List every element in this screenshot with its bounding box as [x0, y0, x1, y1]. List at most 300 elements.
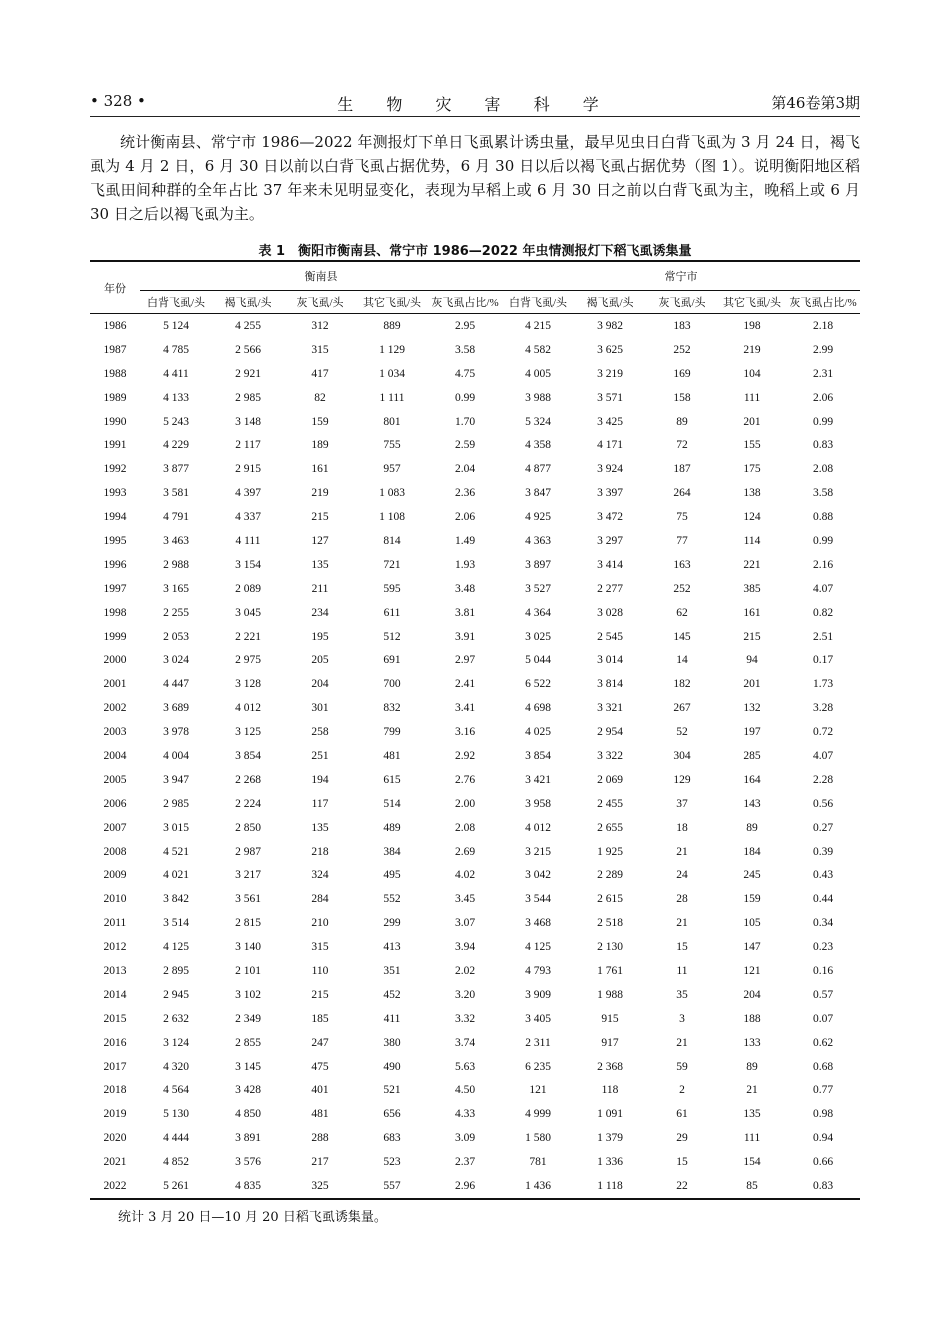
value-cell: 2 349: [235, 1012, 261, 1025]
value-cell: 21: [676, 845, 688, 858]
value-cell: 401: [311, 1084, 329, 1097]
value-cell: 21: [676, 1036, 688, 1049]
data-table: [90, 260, 860, 1200]
column-header: 其它飞虱/头: [356, 291, 428, 314]
value-cell: 2 954: [597, 726, 623, 739]
value-cell: 217: [311, 1156, 329, 1169]
table-row: [90, 433, 860, 457]
value-cell: 325: [284, 1174, 356, 1199]
value-cell: 121: [529, 1084, 547, 1097]
value-cell: 3 982: [597, 319, 623, 332]
data-table-container: [90, 260, 860, 1200]
value-cell: 656: [383, 1108, 401, 1121]
issue-label: 第46卷第3期: [771, 94, 860, 112]
table-caption: 表 1 衡阳市衡南县、常宁市 1986—2022 年虫情测报灯下稻飞虱诱集量: [258, 244, 692, 259]
value-cell: 2 289: [597, 869, 623, 882]
value-cell: 52: [676, 726, 688, 739]
value-cell: 147: [743, 941, 761, 954]
year-cell: 2000: [103, 654, 127, 667]
table-row: [90, 911, 860, 935]
value-cell: 380: [383, 1036, 401, 1049]
table-footnote: 统计 3 月 20 日—10 月 20 日稻飞虱诱集量。: [118, 1210, 387, 1225]
value-cell: 3.41: [454, 702, 476, 715]
value-cell: 145: [673, 630, 691, 643]
value-cell: 3 428: [235, 1084, 261, 1097]
value-cell: 2 368: [597, 1060, 623, 1073]
value-cell: 2 053: [163, 630, 189, 643]
value-cell: 3 125: [235, 726, 261, 739]
value-cell: 4 835: [212, 1174, 284, 1199]
value-cell: 104: [743, 367, 761, 380]
value-cell: 218: [311, 845, 329, 858]
value-cell: 1.73: [812, 678, 834, 691]
value-cell: 3 015: [163, 821, 189, 834]
value-cell: 0.57: [812, 988, 834, 1001]
value-cell: 4 850: [235, 1108, 261, 1121]
year-cell: 1996: [103, 558, 127, 571]
value-cell: 197: [743, 726, 761, 739]
value-cell: 159: [311, 415, 329, 428]
value-cell: 4 363: [525, 534, 551, 547]
value-cell: 781: [529, 1156, 547, 1169]
table-row: [90, 553, 860, 577]
value-cell: 351: [383, 964, 401, 977]
value-cell: 247: [311, 1036, 329, 1049]
year-cell: 1992: [103, 463, 127, 476]
value-cell: 4 229: [163, 439, 189, 452]
value-cell: 2.16: [812, 558, 834, 571]
value-cell: 4 111: [235, 534, 261, 547]
value-cell: 4 852: [163, 1156, 189, 1169]
year-cell: 2002: [103, 702, 127, 715]
value-cell: 1 436: [502, 1174, 574, 1199]
column-header: 灰飞虱占比/%: [428, 291, 502, 314]
value-cell: 4 582: [525, 343, 551, 356]
value-cell: 4 025: [525, 726, 551, 739]
value-cell: 1.49: [454, 534, 476, 547]
year-cell: 2004: [103, 749, 127, 762]
value-cell: 22: [646, 1174, 718, 1199]
value-cell: 82: [314, 391, 326, 404]
value-cell: 0.99: [812, 415, 834, 428]
value-cell: 2.99: [812, 343, 834, 356]
body-paragraph: 统计衡南县、常宁市 1986—2022 年测报灯下单日飞虱累计诱虫量，最早见虫日白背飞虱为 3 月 24 日，褐飞虱为 4 月 2 日，6 月 30 日以前以白背飞虱占据优势，6 月 30 日以后以褐飞虱占据优势（图 1）。说明衡阳地区稻飞虱田间种群的全年占比 37 年来未见明显变化，表现为早稻上或 6 月 30 日之前以白背飞虱为主，晚稻上或 6 月 30 日之后以褐飞虱为主。: [90, 133, 860, 223]
value-cell: 611: [383, 606, 401, 619]
value-cell: 0.16: [812, 964, 834, 977]
table-row: [90, 840, 860, 864]
value-cell: 4 021: [163, 869, 189, 882]
value-cell: 135: [743, 1108, 761, 1121]
value-cell: 75: [676, 511, 688, 524]
value-cell: 0.99: [812, 534, 834, 547]
year-cell: 2020: [103, 1132, 127, 1145]
value-cell: 3 847: [525, 487, 551, 500]
value-cell: 4.75: [454, 367, 476, 380]
year-cell: 2022: [90, 1174, 140, 1199]
page-number: • 328 •: [90, 92, 146, 110]
table-row: [90, 505, 860, 529]
value-cell: 184: [743, 845, 761, 858]
year-cell: 2010: [103, 893, 127, 906]
value-cell: 312: [311, 319, 329, 332]
value-cell: 6 235: [525, 1060, 551, 1073]
column-header: 褐飞虱/头: [574, 291, 646, 314]
table-row: [90, 744, 860, 768]
value-cell: 285: [743, 749, 761, 762]
value-cell: 2.02: [454, 964, 476, 977]
value-cell: 2.37: [454, 1156, 476, 1169]
value-cell: 24: [676, 869, 688, 882]
value-cell: 2 945: [163, 988, 189, 1001]
value-cell: 2.76: [454, 773, 476, 786]
table-row: [90, 386, 860, 410]
value-cell: 514: [383, 797, 401, 810]
value-cell: 189: [311, 439, 329, 452]
value-cell: 5 130: [163, 1108, 189, 1121]
value-cell: 264: [673, 487, 691, 500]
table-row: [90, 481, 860, 505]
group-header-hengnan: 衡南县: [140, 261, 502, 291]
value-cell: 0.68: [812, 1060, 834, 1073]
value-cell: 118: [601, 1084, 619, 1097]
value-cell: 3 140: [235, 941, 261, 954]
value-cell: 0.82: [812, 606, 834, 619]
value-cell: 2.36: [454, 487, 476, 500]
value-cell: 2 915: [235, 463, 261, 476]
value-cell: 4 793: [525, 964, 551, 977]
value-cell: 512: [383, 630, 401, 643]
value-cell: 3.74: [454, 1036, 476, 1049]
value-cell: 3.28: [812, 702, 834, 715]
value-cell: 14: [676, 654, 688, 667]
value-cell: 163: [673, 558, 691, 571]
value-cell: 59: [676, 1060, 688, 1073]
value-cell: 3 891: [235, 1132, 261, 1145]
value-cell: 3.91: [454, 630, 476, 643]
value-cell: 1 118: [574, 1174, 646, 1199]
value-cell: 4 337: [235, 511, 261, 524]
value-cell: 0.83: [786, 1174, 860, 1199]
year-cell: 1995: [103, 534, 127, 547]
header-rule: [90, 116, 860, 117]
value-cell: 3 102: [235, 988, 261, 1001]
column-header: 白背飞虱/头: [140, 291, 212, 314]
value-cell: 2 518: [597, 917, 623, 930]
value-cell: 2 101: [235, 964, 261, 977]
year-cell: 2006: [103, 797, 127, 810]
value-cell: 201: [743, 678, 761, 691]
value-cell: 615: [383, 773, 401, 786]
value-cell: 3 042: [525, 869, 551, 882]
value-cell: 4 564: [163, 1084, 189, 1097]
value-cell: 198: [743, 319, 761, 332]
value-cell: 2.31: [812, 367, 834, 380]
value-cell: 245: [743, 869, 761, 882]
value-cell: 304: [673, 749, 691, 762]
value-cell: 3.32: [454, 1012, 476, 1025]
year-cell: 1993: [103, 487, 127, 500]
value-cell: 1 988: [597, 988, 623, 1001]
value-cell: 315: [311, 941, 329, 954]
value-cell: 221: [743, 558, 761, 571]
value-cell: 219: [311, 487, 329, 500]
value-cell: 3 988: [525, 391, 551, 404]
value-cell: 3 625: [597, 343, 623, 356]
value-cell: 557: [356, 1174, 428, 1199]
value-cell: 3 154: [235, 558, 261, 571]
value-cell: 117: [311, 797, 329, 810]
value-cell: 3 571: [597, 391, 623, 404]
value-cell: 3 145: [235, 1060, 261, 1073]
value-cell: 2 921: [235, 367, 261, 380]
value-cell: 481: [383, 749, 401, 762]
year-cell: 2003: [103, 726, 127, 739]
value-cell: 0.43: [812, 869, 834, 882]
value-cell: 3.58: [812, 487, 834, 500]
year-cell: 1990: [103, 415, 127, 428]
table-row: [90, 1150, 860, 1174]
value-cell: 182: [673, 678, 691, 691]
value-cell: 3.16: [454, 726, 476, 739]
value-cell: 4 785: [163, 343, 189, 356]
value-cell: 3 215: [525, 845, 551, 858]
value-cell: 3 924: [597, 463, 623, 476]
running-header: [90, 92, 860, 116]
value-cell: 917: [601, 1036, 619, 1049]
value-cell: 1 111: [379, 391, 405, 404]
value-cell: 215: [311, 511, 329, 524]
value-cell: 3 581: [163, 487, 189, 500]
table-row: [90, 816, 860, 840]
year-cell: 2018: [103, 1084, 127, 1097]
value-cell: 194: [311, 773, 329, 786]
value-cell: 2.97: [454, 654, 476, 667]
value-cell: 755: [383, 439, 401, 452]
year-cell: 2009: [103, 869, 127, 882]
value-cell: 3 527: [525, 582, 551, 595]
value-cell: 135: [311, 821, 329, 834]
year-cell: 2016: [103, 1036, 127, 1049]
value-cell: 3.48: [454, 582, 476, 595]
table-row: [90, 625, 860, 649]
value-cell: 2 455: [597, 797, 623, 810]
table-row: [90, 672, 860, 696]
value-cell: 62: [676, 606, 688, 619]
value-cell: 3 421: [525, 773, 551, 786]
value-cell: 411: [383, 1012, 401, 1025]
table-row: [90, 410, 860, 434]
value-cell: 2 224: [235, 797, 261, 810]
value-cell: 495: [383, 869, 401, 882]
value-cell: 3 854: [525, 749, 551, 762]
value-cell: 301: [311, 702, 329, 715]
value-cell: 3 025: [525, 630, 551, 643]
value-cell: 2 311: [525, 1036, 551, 1049]
value-cell: 1 336: [597, 1156, 623, 1169]
value-cell: 957: [383, 463, 401, 476]
value-cell: 164: [743, 773, 761, 786]
value-cell: 2.08: [454, 821, 476, 834]
value-cell: 161: [743, 606, 761, 619]
value-cell: 3 024: [163, 654, 189, 667]
value-cell: 3 514: [163, 917, 189, 930]
value-cell: 234: [311, 606, 329, 619]
value-cell: 0.34: [812, 917, 834, 930]
year-cell: 1987: [103, 343, 127, 356]
table-row: [90, 887, 860, 911]
year-cell: 1997: [103, 582, 127, 595]
value-cell: 799: [383, 726, 401, 739]
value-cell: 4 447: [163, 678, 189, 691]
table-row: [90, 1102, 860, 1126]
column-header: 灰飞虱占比/%: [786, 291, 860, 314]
year-cell: 2007: [103, 821, 127, 834]
value-cell: 452: [383, 988, 401, 1001]
table-row: [90, 457, 860, 481]
year-cell: 1986: [103, 319, 127, 332]
year-cell: 2011: [103, 917, 127, 930]
table-row: [90, 1031, 860, 1055]
value-cell: 3 842: [163, 893, 189, 906]
value-cell: 3 814: [597, 678, 623, 691]
value-cell: 490: [383, 1060, 401, 1073]
value-cell: 475: [311, 1060, 329, 1073]
value-cell: 37: [676, 797, 688, 810]
value-cell: 700: [383, 678, 401, 691]
value-cell: 1 379: [597, 1132, 623, 1145]
value-cell: 4 012: [235, 702, 261, 715]
value-cell: 3: [679, 1012, 685, 1025]
value-cell: 4 999: [525, 1108, 551, 1121]
value-cell: 3 128: [235, 678, 261, 691]
value-cell: 0.39: [812, 845, 834, 858]
value-cell: 2 277: [597, 582, 623, 595]
table-row: [90, 362, 860, 386]
value-cell: 219: [743, 343, 761, 356]
value-cell: 2.59: [454, 439, 476, 452]
value-cell: 4 698: [525, 702, 551, 715]
value-cell: 3 544: [525, 893, 551, 906]
value-cell: 11: [676, 964, 688, 977]
value-cell: 3 217: [235, 869, 261, 882]
year-cell: 2021: [103, 1156, 127, 1169]
value-cell: 204: [311, 678, 329, 691]
value-cell: 2 985: [163, 797, 189, 810]
value-cell: 3 909: [525, 988, 551, 1001]
value-cell: 1 034: [379, 367, 405, 380]
value-cell: 3.81: [454, 606, 476, 619]
value-cell: 915: [601, 1012, 619, 1025]
value-cell: 3.94: [454, 941, 476, 954]
value-cell: 801: [383, 415, 401, 428]
value-cell: 4 125: [163, 941, 189, 954]
value-cell: 2: [679, 1084, 685, 1097]
column-header: 白背飞虱/头: [502, 291, 574, 314]
value-cell: 3 947: [163, 773, 189, 786]
value-cell: 2.06: [454, 511, 476, 524]
value-cell: 0.72: [812, 726, 834, 739]
value-cell: 0.83: [812, 439, 834, 452]
value-cell: 18: [676, 821, 688, 834]
value-cell: 2 221: [235, 630, 261, 643]
table-row: [90, 1007, 860, 1031]
value-cell: 2.95: [454, 319, 476, 332]
value-cell: 1.93: [454, 558, 476, 571]
value-cell: 138: [743, 487, 761, 500]
value-cell: 1 083: [379, 487, 405, 500]
value-cell: 3 028: [597, 606, 623, 619]
table-row: [90, 1126, 860, 1150]
value-cell: 595: [383, 582, 401, 595]
value-cell: 1.70: [454, 415, 476, 428]
value-cell: 4 005: [525, 367, 551, 380]
value-cell: 4.50: [454, 1084, 476, 1097]
value-cell: 2.08: [812, 463, 834, 476]
value-cell: 15: [676, 941, 688, 954]
year-cell: 2015: [103, 1012, 127, 1025]
value-cell: 2 815: [235, 917, 261, 930]
value-cell: 417: [311, 367, 329, 380]
value-cell: 215: [743, 630, 761, 643]
value-cell: 4.33: [454, 1108, 476, 1121]
value-cell: 385: [743, 582, 761, 595]
value-cell: 5 243: [163, 415, 189, 428]
value-cell: 0.62: [812, 1036, 834, 1049]
value-cell: 4 411: [163, 367, 189, 380]
year-cell: 2005: [103, 773, 127, 786]
value-cell: 111: [743, 391, 761, 404]
column-header: 灰飞虱/头: [646, 291, 718, 314]
value-cell: 4 358: [525, 439, 551, 452]
value-cell: 4 397: [235, 487, 261, 500]
value-cell: 3 045: [235, 606, 261, 619]
value-cell: 3 322: [597, 749, 623, 762]
value-cell: 158: [673, 391, 691, 404]
value-cell: 2.96: [428, 1174, 502, 1199]
value-cell: 110: [311, 964, 329, 977]
value-cell: 2.28: [812, 773, 834, 786]
value-cell: 2 985: [235, 391, 261, 404]
value-cell: 89: [676, 415, 688, 428]
value-cell: 691: [383, 654, 401, 667]
value-cell: 3 689: [163, 702, 189, 715]
column-header: 灰飞虱/头: [284, 291, 356, 314]
value-cell: 210: [311, 917, 329, 930]
table-row: [90, 1055, 860, 1079]
column-header: 褐飞虱/头: [212, 291, 284, 314]
value-cell: 2 655: [597, 821, 623, 834]
value-cell: 489: [383, 821, 401, 834]
table-row: [90, 959, 860, 983]
value-cell: 2.51: [812, 630, 834, 643]
value-cell: 315: [311, 343, 329, 356]
value-cell: 2 615: [597, 893, 623, 906]
value-cell: 1 761: [597, 964, 623, 977]
value-cell: 2.41: [454, 678, 476, 691]
value-cell: 4 125: [525, 941, 551, 954]
value-cell: 267: [673, 702, 691, 715]
table-row: [90, 696, 860, 720]
value-cell: 1 129: [379, 343, 405, 356]
value-cell: 0.27: [812, 821, 834, 834]
value-cell: 161: [311, 463, 329, 476]
value-cell: 3 472: [597, 511, 623, 524]
value-cell: 211: [311, 582, 329, 595]
value-cell: 2.69: [454, 845, 476, 858]
value-cell: 0.98: [812, 1108, 834, 1121]
value-cell: 3 978: [163, 726, 189, 739]
value-cell: 188: [743, 1012, 761, 1025]
